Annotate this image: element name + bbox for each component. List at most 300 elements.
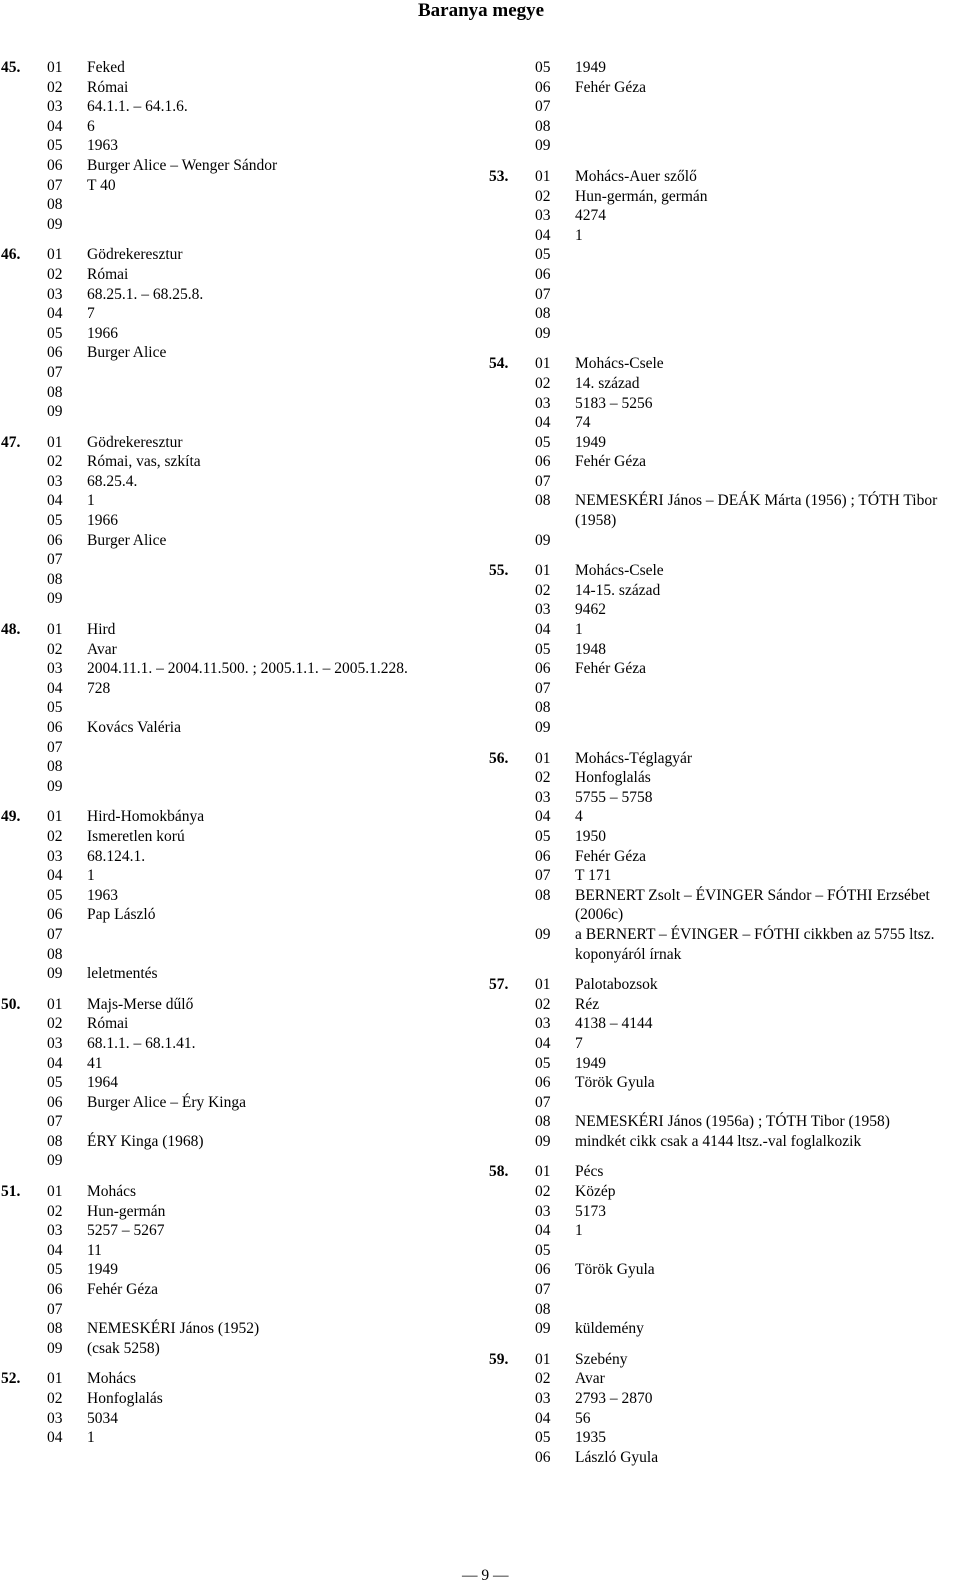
field-code: 05: [535, 1429, 551, 1447]
field-code: 05: [535, 1241, 551, 1259]
field-code: 07: [535, 679, 551, 697]
entry-row: [488, 1280, 960, 1300]
catalog-entry: [0, 58, 480, 234]
entry-row: [0, 738, 480, 758]
field-value: 1: [575, 1222, 583, 1240]
field-code: 08: [47, 1132, 63, 1150]
field-code: 03: [535, 207, 551, 225]
field-value: 1964: [87, 1074, 118, 1092]
entry-row: [0, 659, 480, 679]
field-value: 1966: [87, 512, 118, 530]
field-code: 03: [535, 601, 551, 619]
entry-row: [488, 491, 960, 530]
field-code: 09: [535, 925, 551, 943]
field-code: 04: [47, 117, 63, 135]
entry-row: [0, 1409, 480, 1429]
field-value: 1966: [87, 324, 118, 342]
field-value: 5755 – 5758: [575, 788, 653, 806]
field-code: 05: [535, 433, 551, 451]
field-value: 1: [87, 492, 95, 510]
entry-row: [0, 491, 480, 511]
field-code: 08: [535, 699, 551, 717]
entry-row: [488, 324, 960, 344]
field-value: Török Gyula: [575, 1074, 655, 1092]
entry-row: [0, 1319, 480, 1339]
field-value: 41: [87, 1054, 103, 1072]
entry-row: [488, 1260, 960, 1280]
entry-row: [0, 285, 480, 305]
field-value: Római: [87, 78, 129, 96]
field-value: Hird: [87, 621, 116, 639]
entry-row: [488, 354, 960, 374]
entry-row: [488, 452, 960, 472]
field-code: 03: [535, 788, 551, 806]
field-code: 03: [535, 1202, 551, 1220]
entry-row: [0, 383, 480, 403]
field-value: László Gyula: [575, 1448, 659, 1466]
field-code: 05: [47, 1261, 63, 1279]
entry-row: [488, 788, 960, 808]
entry-row: [0, 718, 480, 738]
field-value: 1963: [87, 137, 118, 155]
field-value: Kovács Valéria: [87, 719, 181, 736]
entry-row: [0, 925, 480, 945]
field-code: 04: [47, 305, 63, 323]
field-code: 09: [47, 965, 63, 983]
catalog-entry: [488, 975, 960, 1151]
field-code: 05: [535, 640, 551, 658]
field-code: 04: [47, 1429, 63, 1447]
field-code: 09: [535, 531, 551, 549]
entry-row: [488, 136, 960, 156]
entry-row: [0, 1034, 480, 1054]
field-code: 02: [47, 1202, 63, 1220]
entry-row: [488, 749, 960, 769]
field-value: Avar: [575, 1370, 605, 1388]
field-code: 09: [47, 1339, 63, 1357]
field-code: 06: [47, 1281, 63, 1299]
field-code: 01: [47, 1183, 63, 1201]
field-value: ÉRY Kinga (1968): [87, 1132, 204, 1150]
entry-row: [488, 698, 960, 718]
entry-row: [0, 1300, 480, 1320]
field-value: Mohács: [87, 1370, 137, 1388]
entry-row: [488, 285, 960, 305]
entry-row: [0, 1054, 480, 1074]
field-value: 14. század: [575, 374, 640, 392]
catalog-entry: [488, 58, 960, 156]
field-value: 5183 – 5256: [575, 394, 653, 412]
catalog-entry: [0, 433, 480, 609]
field-code: 01: [47, 808, 63, 826]
field-value: 5173: [575, 1202, 606, 1220]
entry-row: [0, 402, 480, 422]
entry-gap: [0, 234, 480, 245]
field-code: 06: [535, 265, 551, 283]
field-code: 03: [47, 1034, 63, 1052]
field-code: 02: [47, 78, 63, 96]
entry-gap: [488, 964, 960, 975]
field-code: 03: [47, 1409, 63, 1427]
entry-row: [0, 1112, 480, 1132]
field-code: 04: [535, 414, 551, 432]
field-value: Honfoglalás: [87, 1390, 163, 1407]
field-code: 01: [535, 976, 551, 994]
field-code: 06: [47, 906, 63, 924]
entry-row: [0, 1260, 480, 1280]
field-code: 05: [535, 59, 551, 76]
entry-gap: [0, 422, 480, 433]
entry-row: [0, 136, 480, 156]
field-code: 05: [47, 1074, 63, 1092]
entry-number: 59.: [489, 1350, 509, 1368]
field-value: 5034: [87, 1409, 118, 1427]
field-value: 1: [87, 1429, 95, 1447]
entry-row: [0, 324, 480, 344]
field-value: Ismeretlen korú: [87, 827, 185, 845]
field-value: Pécs: [575, 1163, 604, 1181]
entry-row: [0, 679, 480, 699]
entry-row: [0, 777, 480, 797]
field-value: 11: [87, 1241, 102, 1259]
catalog-entry: [488, 749, 960, 965]
entry-number: 52.: [1, 1370, 21, 1388]
field-code: 07: [47, 1113, 63, 1131]
field-code: 05: [47, 886, 63, 904]
field-value: Burger Alice – Éry Kinga: [87, 1093, 246, 1111]
field-code: 07: [47, 551, 63, 569]
entry-number: 58.: [489, 1163, 509, 1181]
field-code: 03: [47, 98, 63, 116]
field-value: 6: [87, 117, 95, 135]
entry-row: [488, 1093, 960, 1113]
entry-row: [488, 620, 960, 640]
entry-row: [488, 472, 960, 492]
entry-gap: [0, 1171, 480, 1182]
field-value: 68.124.1.: [87, 847, 146, 865]
entry-row: [488, 1034, 960, 1054]
entry-row: [0, 1241, 480, 1261]
field-code: 03: [535, 1015, 551, 1033]
entry-row: [488, 718, 960, 738]
catalog-entry: [488, 1162, 960, 1338]
field-code: 02: [535, 995, 551, 1013]
entry-number: 45.: [1, 59, 21, 76]
field-code: 04: [535, 621, 551, 639]
entry-row: [488, 394, 960, 414]
field-code: 09: [47, 1152, 63, 1170]
entry-row: [0, 905, 480, 925]
entry-row: [488, 1221, 960, 1241]
field-code: 05: [47, 699, 63, 717]
page-header: Baranya megye: [418, 0, 545, 21]
entry-row: [488, 1389, 960, 1409]
field-code: 09: [47, 215, 63, 233]
field-value: mindkét cikk csak a 4144 ltsz.-val foglalkozik: [575, 1132, 862, 1150]
entry-row: [488, 413, 960, 433]
field-code: 02: [535, 769, 551, 787]
field-value: T 171: [575, 867, 612, 885]
entry-row: [488, 433, 960, 453]
field-value: Avar: [87, 640, 117, 658]
field-code: 08: [47, 758, 63, 776]
entry-row: [488, 1132, 960, 1152]
entry-row: [0, 886, 480, 906]
entry-row: [488, 1369, 960, 1389]
entry-row: [0, 1369, 480, 1389]
field-code: 07: [47, 925, 63, 943]
entry-row: [0, 1093, 480, 1113]
field-value: 1935: [575, 1429, 606, 1447]
field-value: 4138 – 4144: [575, 1015, 653, 1033]
field-value: Fehér Géza: [575, 847, 646, 865]
field-code: 08: [535, 1300, 551, 1318]
entry-row: [0, 78, 480, 98]
field-code: 05: [535, 827, 551, 845]
entry-row: [488, 167, 960, 187]
field-code: 03: [47, 472, 63, 490]
field-value: Római: [87, 265, 129, 283]
entry-row: [488, 659, 960, 679]
field-code: 05: [47, 324, 63, 342]
entry-row: [0, 698, 480, 718]
field-code: 01: [47, 621, 63, 639]
field-code: 09: [47, 777, 63, 795]
field-value: Palotabozsok: [575, 976, 658, 994]
entry-row: [0, 433, 480, 453]
field-value: 9462: [575, 601, 606, 619]
field-value: Római: [87, 1015, 129, 1033]
field-code: 01: [535, 355, 551, 373]
entry-row: [488, 1073, 960, 1093]
field-value: Török Gyula: [575, 1261, 655, 1279]
entry-row: [0, 343, 480, 363]
field-code: 08: [47, 383, 63, 401]
entry-row: [0, 589, 480, 609]
field-code: 07: [47, 176, 63, 194]
field-value: 7: [575, 1034, 583, 1052]
field-value: Fehér Géza: [575, 453, 646, 471]
entry-row: [0, 1132, 480, 1152]
entry-row: [488, 995, 960, 1015]
field-code: 01: [535, 1350, 551, 1368]
field-code: 02: [47, 640, 63, 658]
entry-row: [488, 531, 960, 551]
field-code: 08: [535, 492, 551, 510]
entry-row: [0, 945, 480, 965]
field-value: 1: [575, 226, 583, 244]
field-code: 02: [47, 265, 63, 283]
field-code: 05: [535, 1054, 551, 1072]
field-code: 06: [535, 1261, 551, 1279]
field-code: 04: [535, 1409, 551, 1427]
field-value: 64.1.1. – 64.1.6.: [87, 98, 188, 116]
entry-row: [488, 925, 960, 964]
entry-row: [488, 1112, 960, 1132]
entry-row: [0, 1280, 480, 1300]
field-code: 05: [47, 137, 63, 155]
field-value: Pap László: [87, 906, 156, 924]
entry-row: [0, 452, 480, 472]
entry-row: [0, 472, 480, 492]
field-code: 02: [535, 1183, 551, 1201]
entry-row: [488, 1241, 960, 1261]
field-code: 01: [47, 995, 63, 1013]
entry-row: [0, 156, 480, 176]
entry-row: [0, 1202, 480, 1222]
entry-gap: [488, 738, 960, 749]
entry-row: [488, 1202, 960, 1222]
field-code: 08: [535, 305, 551, 323]
entry-row: [488, 304, 960, 324]
field-code: 02: [535, 1370, 551, 1388]
field-value: 68.25.1. – 68.25.8.: [87, 285, 204, 303]
entry-number: 56.: [489, 749, 509, 767]
entry-row: [0, 363, 480, 383]
entry-row: [0, 176, 480, 196]
entry-number: 48.: [1, 621, 21, 639]
field-value: 68.1.1. – 68.1.41.: [87, 1034, 196, 1052]
field-code: 02: [47, 827, 63, 845]
field-code: 08: [47, 196, 63, 214]
entry-row: [0, 511, 480, 531]
field-code: 06: [535, 453, 551, 471]
entry-row: [0, 304, 480, 324]
field-value: 1949: [575, 433, 606, 451]
field-value: Mohács-Csele: [575, 562, 664, 580]
field-value: Mohács: [87, 1183, 137, 1201]
field-value: 4: [575, 808, 583, 826]
entry-number: 49.: [1, 808, 21, 826]
field-code: 01: [535, 749, 551, 767]
field-value: Fehér Géza: [87, 1281, 158, 1299]
entry-row: [0, 1221, 480, 1241]
entry-gap: [0, 1358, 480, 1369]
catalog-entry: [488, 167, 960, 343]
field-value: a BERNERT – ÉVINGER – FÓTHI cikkben az 5755 ltsz. koponyáról írnak: [575, 925, 935, 963]
entry-row: [0, 1339, 480, 1359]
field-code: 02: [535, 374, 551, 392]
entry-row: [488, 581, 960, 601]
field-code: 06: [47, 156, 63, 174]
field-code: 02: [47, 1015, 63, 1033]
entry-row: [488, 265, 960, 285]
entry-gap: [488, 550, 960, 561]
field-value: NEMESKÉRI János – DEÁK Márta (1956) ; TÓTH Tibor (1958): [575, 492, 938, 530]
field-code: 02: [535, 187, 551, 205]
field-code: 01: [535, 562, 551, 580]
field-value: Burger Alice – Wenger Sándor: [87, 156, 278, 174]
field-value: NEMESKÉRI János (1956a) ; TÓTH Tibor (1958): [575, 1113, 890, 1131]
entry-row: [0, 847, 480, 867]
field-value: NEMESKÉRI János (1952): [87, 1320, 260, 1338]
entry-gap: [488, 343, 960, 354]
entry-row: [488, 886, 960, 925]
field-value: 1949: [575, 59, 606, 76]
field-code: 02: [47, 453, 63, 471]
field-code: 02: [535, 581, 551, 599]
field-value: Szebény: [575, 1350, 628, 1368]
field-code: 08: [535, 886, 551, 904]
entry-row: [488, 1014, 960, 1034]
field-code: 04: [47, 1054, 63, 1072]
field-code: 01: [535, 167, 551, 185]
entry-row: [488, 847, 960, 867]
catalog-entry: [488, 1350, 960, 1468]
entry-row: [488, 561, 960, 581]
field-value: Honfoglalás: [575, 769, 651, 787]
field-code: 08: [47, 1320, 63, 1338]
field-code: 06: [535, 1448, 551, 1466]
entry-row: [488, 1428, 960, 1448]
field-code: 04: [535, 1034, 551, 1052]
right-column: [488, 58, 960, 1467]
field-code: 01: [47, 433, 63, 451]
entry-number: 50.: [1, 995, 21, 1013]
field-value: 1: [575, 621, 583, 639]
field-code: 01: [47, 246, 63, 264]
field-value: Fehér Géza: [575, 78, 646, 96]
field-value: Gödrekeresztur: [87, 246, 183, 264]
entry-row: [488, 245, 960, 265]
field-code: 06: [535, 660, 551, 678]
field-value: Hird-Homokbánya: [87, 808, 205, 826]
field-code: 01: [47, 59, 63, 76]
entry-row: [488, 187, 960, 207]
entry-row: [0, 550, 480, 570]
entry-row: [0, 1428, 480, 1448]
entry-row: [0, 531, 480, 551]
field-code: 06: [535, 847, 551, 865]
catalog-entry: [0, 995, 480, 1171]
field-code: 09: [535, 719, 551, 736]
field-value: Gödrekeresztur: [87, 433, 183, 451]
field-code: 04: [47, 1241, 63, 1259]
entry-row: [488, 975, 960, 995]
field-code: 07: [47, 738, 63, 756]
field-value: 2004.11.1. – 2004.11.500. ; 2005.1.1. – 2005.1.228.: [87, 660, 408, 678]
field-code: 06: [47, 719, 63, 736]
field-code: 07: [535, 1281, 551, 1299]
field-value: Burger Alice: [87, 344, 167, 362]
catalog-entry: [0, 1182, 480, 1358]
entry-row: [0, 866, 480, 886]
entry-row: [488, 1448, 960, 1468]
field-code: 07: [535, 1093, 551, 1111]
entry-row: [0, 215, 480, 235]
entry-row: [0, 1151, 480, 1171]
field-value: 1963: [87, 886, 118, 904]
field-code: 09: [47, 403, 63, 421]
entry-row: [488, 226, 960, 246]
field-code: 04: [47, 679, 63, 697]
field-code: 01: [47, 1370, 63, 1388]
entry-row: [0, 640, 480, 660]
entry-row: [0, 1073, 480, 1093]
entry-row: [0, 807, 480, 827]
entry-row: [0, 195, 480, 215]
field-code: 03: [535, 394, 551, 412]
field-value: Mohács-Téglagyár: [575, 749, 693, 767]
field-code: 03: [47, 285, 63, 303]
field-code: 09: [535, 1132, 551, 1150]
catalog-entry: [0, 620, 480, 796]
field-value: 1949: [575, 1054, 606, 1072]
catalog-entry: [0, 245, 480, 421]
field-value: 728: [87, 679, 111, 697]
field-code: 06: [47, 344, 63, 362]
field-code: 08: [535, 1113, 551, 1131]
